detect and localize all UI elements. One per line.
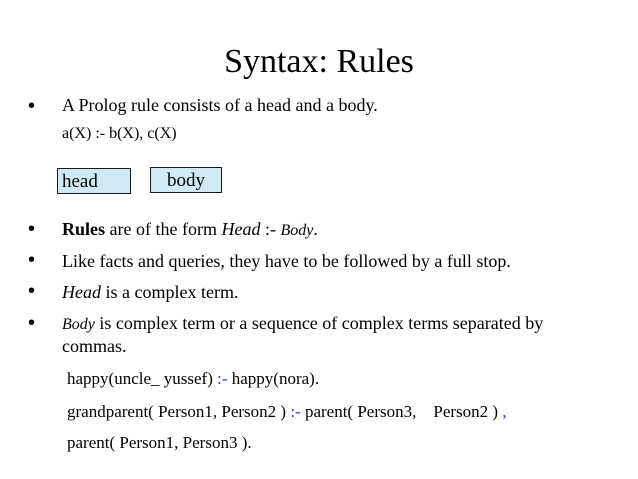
bullet-rules-form — [62, 218, 318, 242]
rules-middle: are of the form — [105, 219, 222, 239]
bullet-body-complex — [62, 312, 543, 336]
head-term: Head — [62, 282, 101, 302]
bullet-dot: • — [28, 280, 36, 302]
body-term: Body — [62, 316, 95, 333]
body-box: body — [150, 167, 222, 193]
code-2-post: parent( Person3, Person2 ) — [300, 402, 503, 421]
bullet-full-stop: Like facts and queries, they have to be followed by a full stop. — [62, 251, 511, 271]
code-2-comma: , — [502, 402, 507, 421]
bullet-dot: • — [28, 249, 36, 271]
code-line-3: parent( Person1, Person3 ). — [67, 433, 252, 452]
code-1-pre: happy(uncle_ yussef) — [67, 369, 218, 388]
code-line-1 — [67, 368, 319, 390]
code-line-2 — [67, 401, 507, 423]
body-desc-cont: commas. — [62, 336, 127, 356]
body-term: Body — [280, 222, 314, 239]
intro-text: A Prolog rule consists of a head and a body. — [62, 95, 378, 115]
code-1-post: happy(nora). — [227, 369, 320, 388]
head-term: Head — [221, 219, 261, 239]
bullet-dot: • — [28, 95, 36, 117]
slide-title: Syntax: Rules — [224, 43, 414, 80]
head-desc: is a complex term. — [101, 282, 239, 302]
code-2-pre: grandparent( Person1, Person2 ) — [67, 402, 291, 421]
neck-operator: :- — [260, 219, 281, 239]
rules-keyword: Rules — [62, 219, 106, 239]
bullet-dot: • — [28, 312, 36, 334]
intro-example: a(X) :- b(X), c(X) — [62, 125, 177, 142]
code-2-op: :- — [290, 402, 301, 421]
bullet-dot: • — [28, 218, 36, 240]
bullet-head-complex — [62, 281, 238, 303]
head-box: head — [57, 168, 131, 194]
period: . — [313, 219, 318, 239]
code-1-op: :- — [217, 369, 228, 388]
body-desc: is complex term or a sequence of complex terms separated by — [94, 313, 544, 333]
